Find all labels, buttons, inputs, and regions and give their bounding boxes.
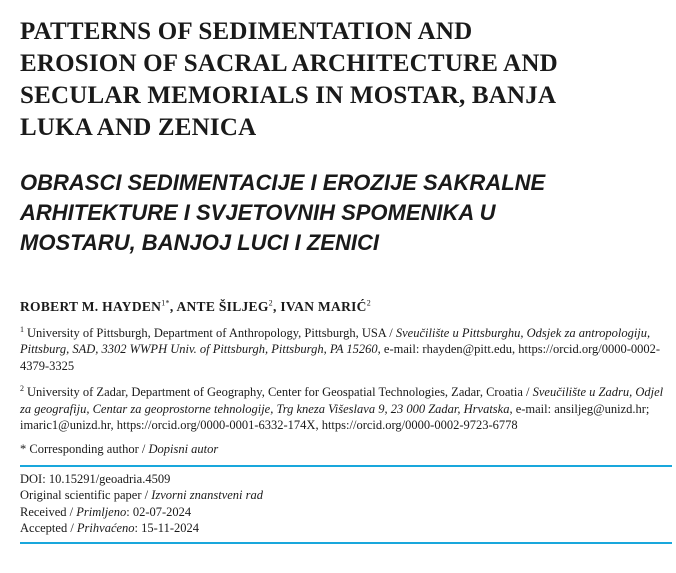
divider-bottom [20,542,672,544]
affiliation-2: $^2$ University of Zadar, Department of Geography, Center for Geospatial Technologies, Zadar, Croatia / Sveučilište u Zadru, Odjel za geografiju, Centar za geoprostorne tehnologije, Trg kneza Višeslava 9, 23 000 Zadar, Hrvatska, e-mail: ansiljeg@unizd.hr; imaric1@unizd.hr, https://orcid.org/0000-0001-6332-174X, https://orcid.org/0000-0002-9723-6778 [20,384,664,432]
author-list [20,298,672,315]
corresponding-author-note: * Corresponding author / Dopisni autor [20,441,219,456]
author-2: ANTE ŠILJEG$^2$, [176,298,281,314]
article-header [20,16,672,544]
title-croatian: OBRASCI SEDIMENTACIJE I EROZIJE SAKRALNE ARHITEKTURE I SVJETOVNIH SPOMENIKA U MOSTARU, BANJOJ LUCI I ZENICI [20,170,546,255]
title-english: PATTERNS OF SEDIMENTATION AND EROSION OF SACRAL ARCHITECTURE AND SECULAR MEMORIALS IN MOSTAR, BANJA LUKA AND ZENICA [20,18,558,141]
author-1: ROBERT M. $HAYDEN^{1*}$, [20,298,177,314]
article-type-line: Original scientific paper / Izvorni znanstveni rad [20,488,264,502]
received-line: Received / Primljeno: 02-07-2024 [20,504,192,519]
author-3: IVAN MARIĆ$^2$ [280,298,372,314]
accepted-line: Accepted / Prihvaćeno: 15-11-2024 [20,521,200,535]
article-metadata [20,467,672,540]
doi-line: DOI: 10.15291/geoadria.4509 [20,471,171,486]
affiliation-1: $^1$ University of Pittsburgh, Department of Anthropology, Pittsburgh, USA / Sveučilište u Pittsburghu, Odsjek za antropologiju, Pittsburg, SAD, 3302 WWPH Univ. of Pittsburgh, Pittsburgh, PA 15260, e-mail: rhayden@pitt.edu, https://orcid.org/0000-0002-4379-3325 [20,324,661,373]
